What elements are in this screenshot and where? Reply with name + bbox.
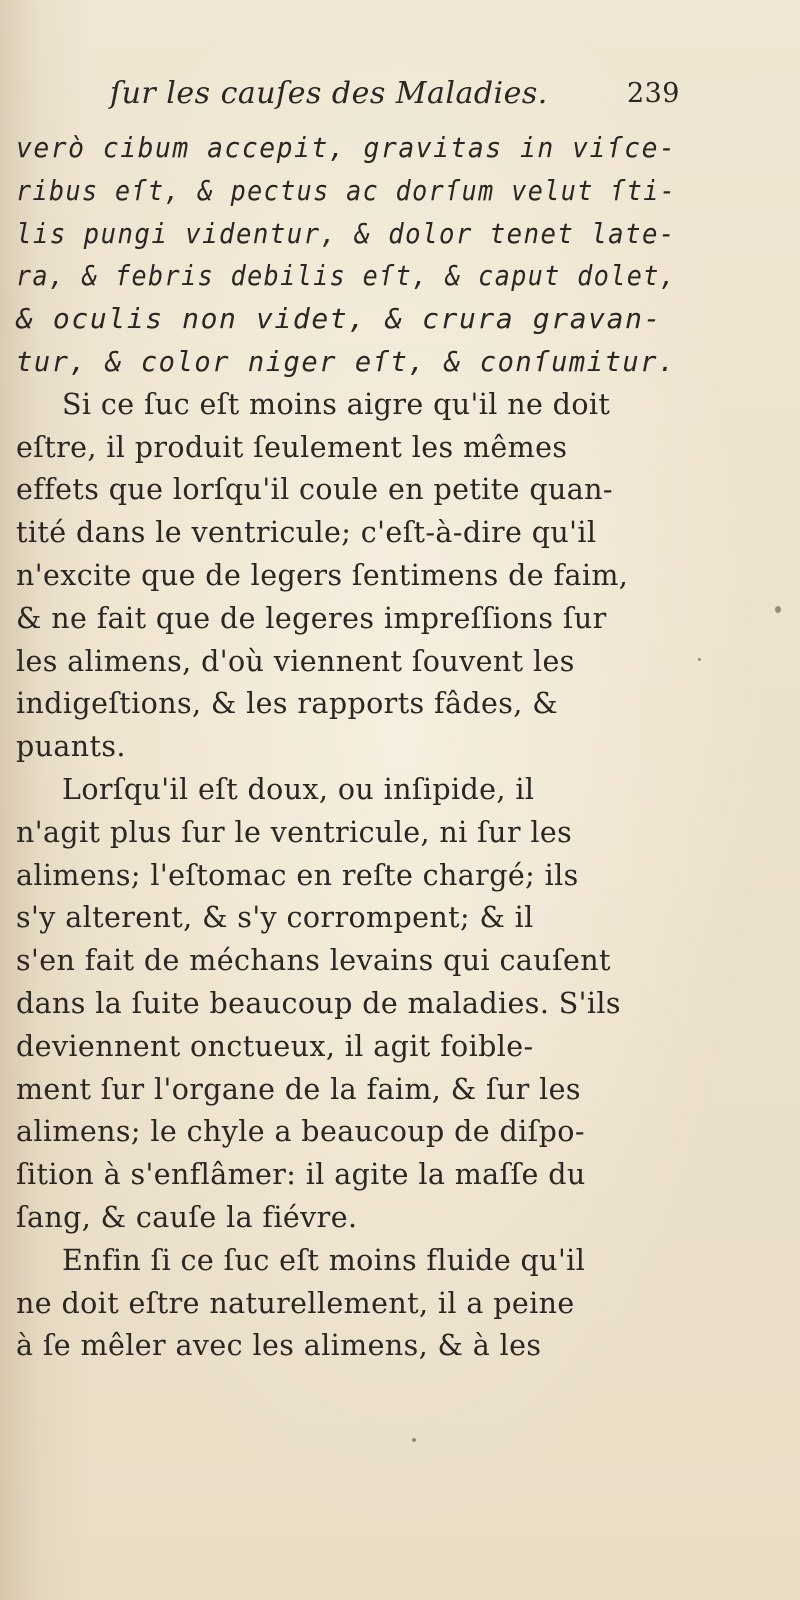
text-line: & ne fait que de legeres impreſſions ſur (16, 601, 607, 635)
latin-line: tur, & color niger eſt, & conſumitur. (16, 344, 676, 378)
latin-line: & oculis non videt, & crura gravan- (16, 302, 663, 336)
text-line: dans la ſuite beaucoup de maladies. S'ils (16, 986, 621, 1020)
text-line: effets que lorſqu'il coule en petite quan- (16, 473, 613, 507)
text-line: tité dans le ventricule; c'eſt-à-dire qu'il (16, 516, 597, 550)
text-line: à ſe mêler avec les alimens, & à les (16, 1329, 542, 1363)
page-number: 239 (626, 78, 680, 109)
text-line: ment ſur l'organe de la faim, & ſur les (16, 1072, 581, 1106)
paragraph-start-line: Lorſqu'il eſt doux, ou inſipide, il (62, 772, 535, 806)
running-title: ſur les cauſes des Maladies. (110, 76, 548, 111)
text-line: puants. (16, 730, 126, 764)
text-line: n'excite que de legers ſentimens de faim, (16, 558, 629, 592)
text-line: ſang, & cauſe la fiévre. (16, 1200, 358, 1234)
text-line: alimens; l'eſtomac en reſte chargé; ils (16, 858, 579, 892)
text-line: ſition à s'enflâmer: il agite la maſſe du (16, 1158, 586, 1192)
paper-speck (775, 606, 781, 613)
paragraph-start-line: Enfin ſi ce ſuc eſt moins fluide qu'il (62, 1243, 586, 1277)
paper-speck (698, 658, 701, 661)
body-text (16, 127, 676, 1368)
latin-line: ribus eſt, & pectus ac dorſum velut ſti- (16, 173, 677, 207)
latin-line: ra, & febris debilis eſt, & caput dolet, (16, 259, 677, 293)
text-line: indigeſtions, & les rapports fâdes, & (16, 687, 558, 721)
text-line: les alimens, d'où viennent ſouvent les (16, 644, 575, 678)
text-line: eſtre, il produit ſeulement les mêmes (16, 430, 568, 464)
text-line: s'en fait de méchans levains qui cauſent (16, 944, 611, 978)
text-line: alimens; le chyle a beaucoup de diſpo- (16, 1115, 585, 1149)
text-line: ne doit eſtre naturellement, il a peine (16, 1286, 575, 1320)
latin-line: verò cibum accepit, gravitas in viſce- (16, 131, 677, 164)
paper-speck (412, 1438, 416, 1442)
paragraph-start-line: Si ce ſuc eſt moins aigre qu'il ne doit (62, 387, 611, 421)
latin-line: lis pungi videntur, & dolor tenet late- (16, 216, 676, 250)
text-line: s'y alterent, & s'y corrompent; & il (16, 901, 534, 935)
running-header (110, 74, 680, 114)
text-line: n'agit plus ſur le ventricule, ni ſur les (16, 815, 573, 849)
text-line: deviennent onctueux, il agit foible- (16, 1029, 534, 1063)
